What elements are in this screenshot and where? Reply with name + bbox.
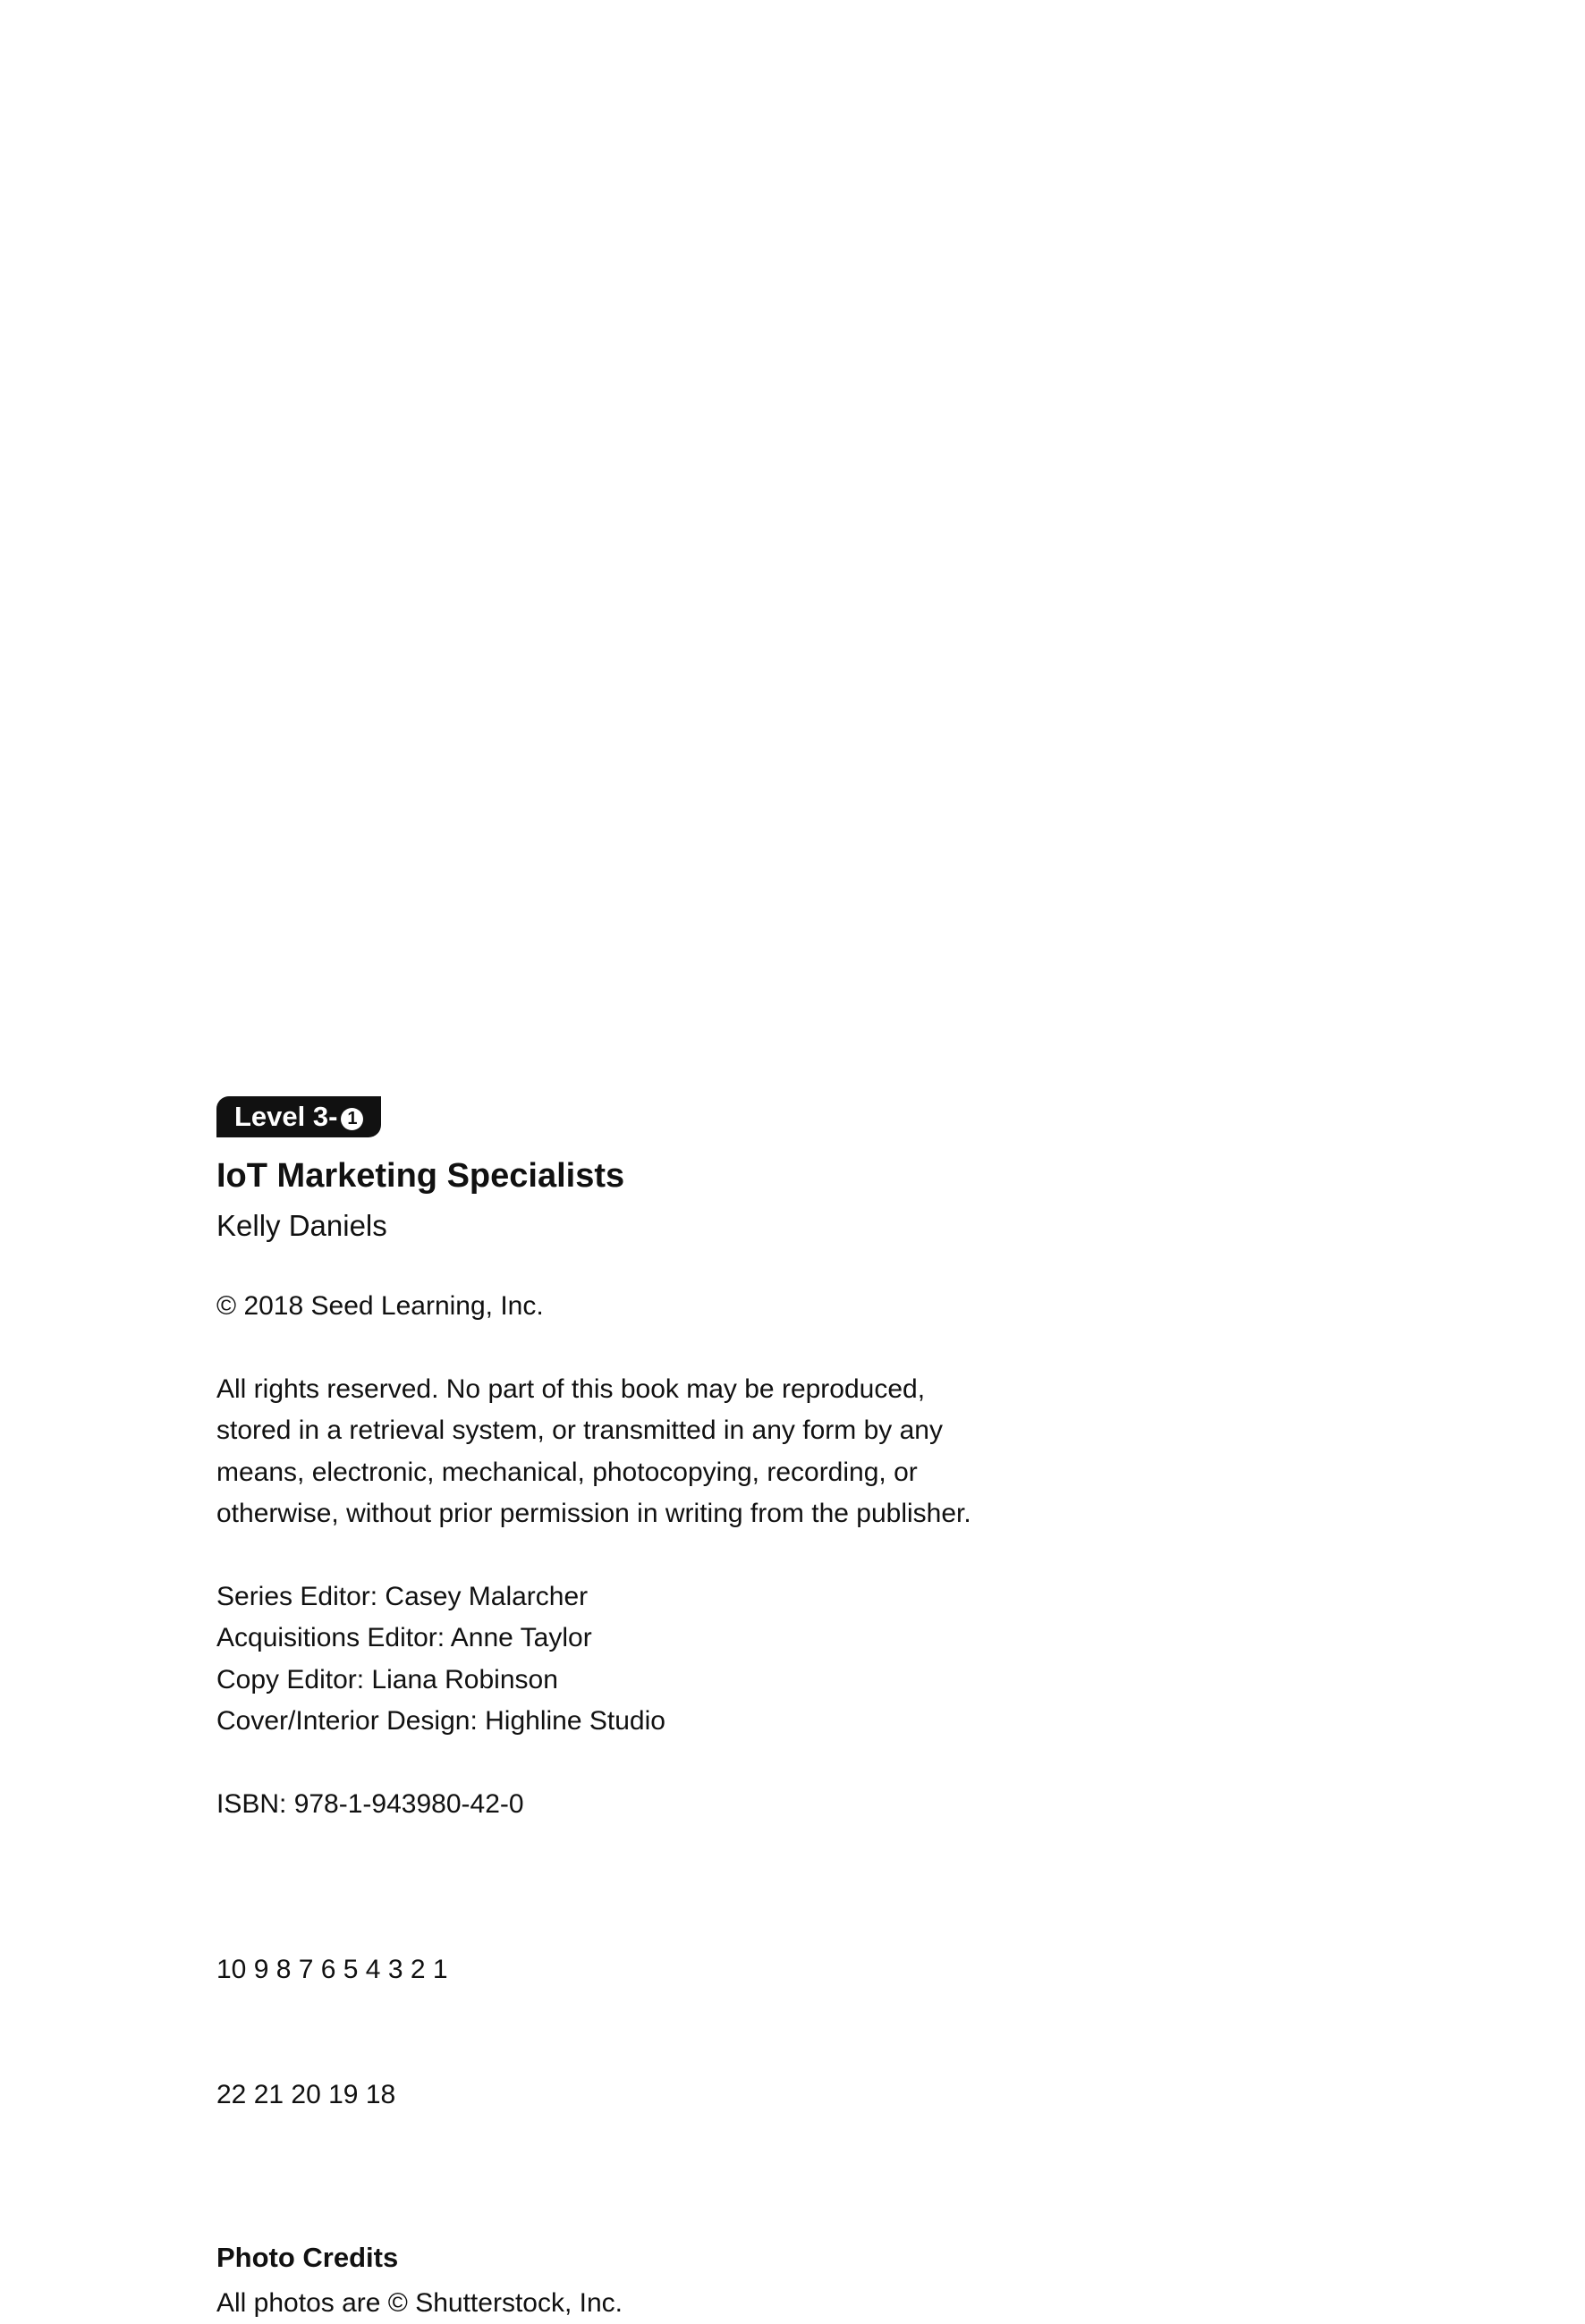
print-year-line: 22 21 20 19 18	[216, 2079, 396, 2109]
imprint-block	[216, 1096, 1379, 2324]
rights-line: stored in a retrieval system, or transmitted in any form by any	[216, 1416, 943, 1445]
photo-credits-text: All photos are © Shutterstock, Inc.	[216, 2288, 623, 2318]
printing-line	[216, 1866, 1379, 2199]
staff-credit-line: Copy Editor: Liana Robinson	[216, 1664, 558, 1694]
level-number-circle: 1	[341, 1108, 363, 1130]
author-name: Kelly Daniels	[216, 1209, 387, 1242]
print-number-line: 10 9 8 7 6 5 4 3 2 1	[216, 1955, 448, 1984]
staff-credit-line: Series Editor: Casey Malarcher	[216, 1581, 589, 1611]
isbn-number: ISBN: 978-1-943980-42-0	[216, 1788, 524, 1819]
rights-line: All rights reserved. No part of this book may be reproduced,	[216, 1373, 926, 1404]
level-badge-label: Level 3-	[234, 1101, 338, 1132]
photo-credits-heading: Photo Credits	[216, 2242, 399, 2273]
copyright-notice: © 2018 Seed Learning, Inc.	[216, 1291, 544, 1321]
staff-credits	[216, 1576, 1379, 1743]
book-title: IoT Marketing Specialists	[216, 1157, 625, 1195]
rights-statement	[216, 1369, 1379, 1535]
staff-credit-line: Acquisitions Editor: Anne Taylor	[216, 1623, 592, 1652]
staff-credit-line: Cover/Interior Design: Highline Studio	[216, 1706, 665, 1736]
level-badge	[216, 1096, 381, 1137]
rights-line: otherwise, without prior permission in writing from the publisher.	[216, 1499, 971, 1528]
rights-line: means, electronic, mechanical, photocopying, recording, or	[216, 1457, 918, 1487]
